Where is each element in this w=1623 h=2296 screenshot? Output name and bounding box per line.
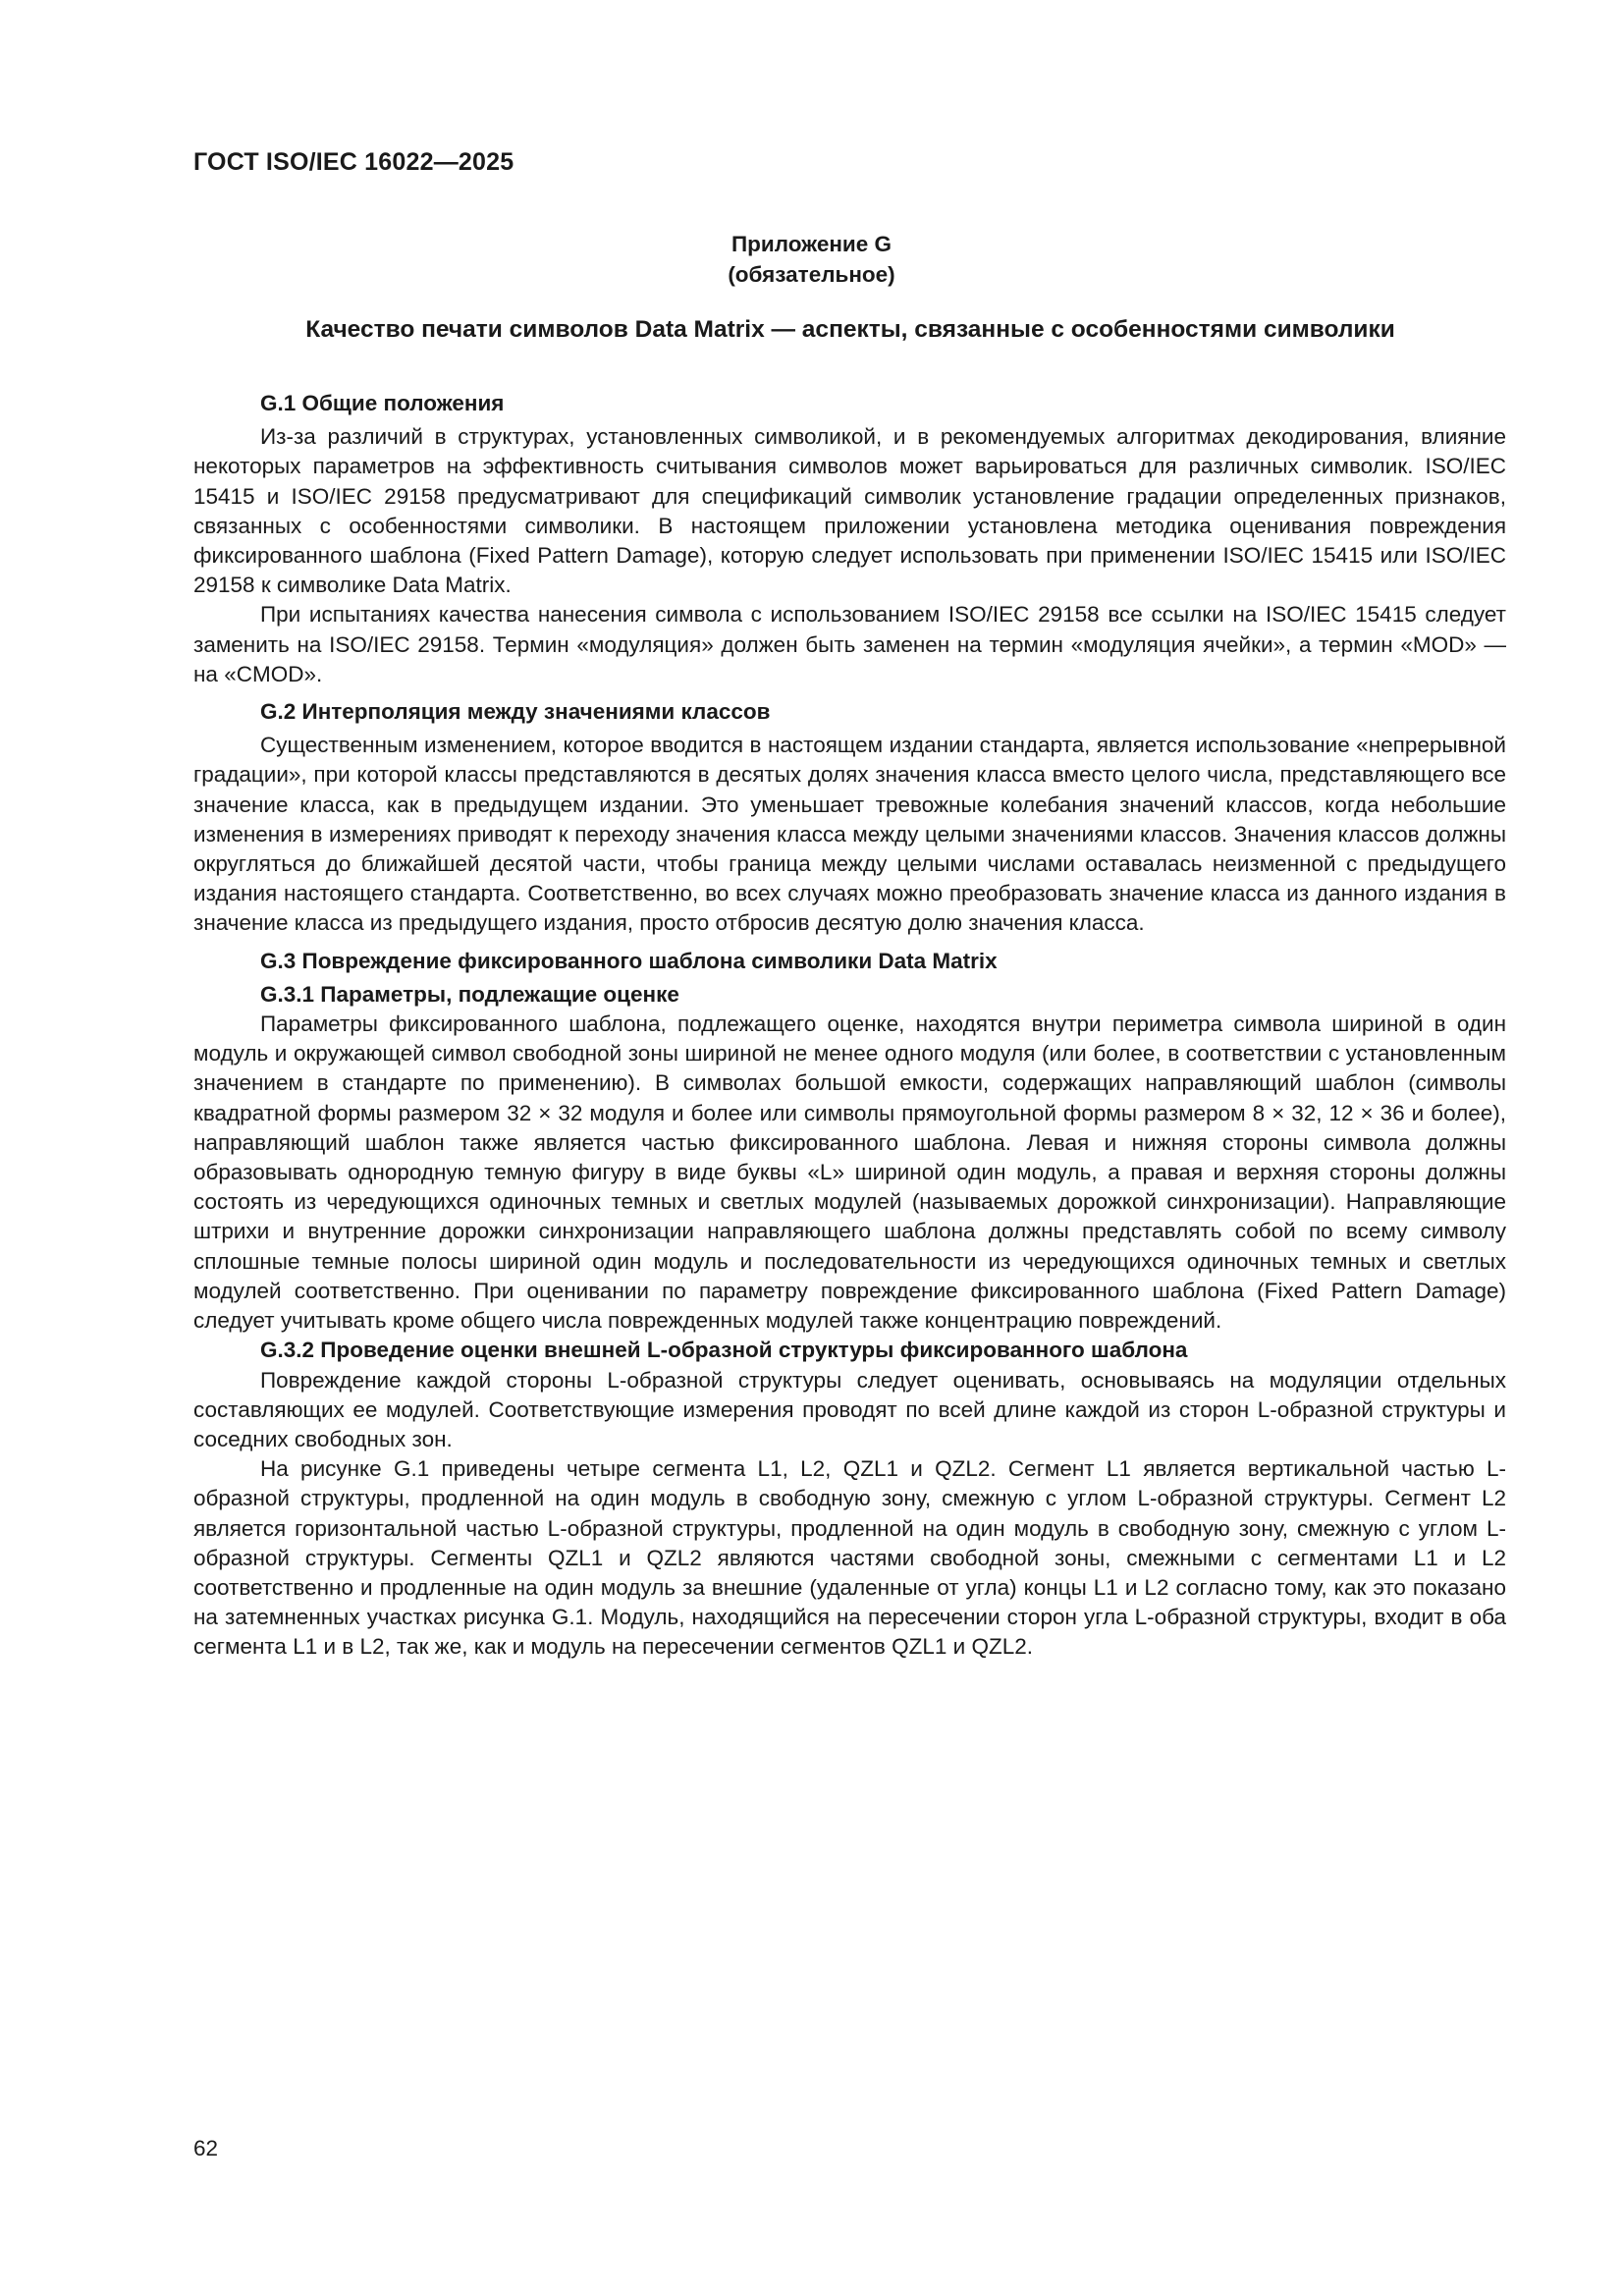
paragraph: Из-за различий в структурах, установленных символикой, и в рекомендуемых алгоритмах декодирования, влияние некоторых параметров на эффективность считывания символов может варьироваться для различных символик. ISO/IEC 15415 и ISO/IEC 29158 предусматривают для спецификаций символик установление градации определенных признаков, связанных с особенностями символики. В настоящем приложении установлена методика оценивания повреждения фиксированного шаблона (Fixed Pattern Damage), которую следует использовать при применении ISO/IEC 15415 или ISO/IEC 29158 к символике Data Matrix. [193,424,1506,598]
paragraph: На рисунке G.1 приведены четыре сегмента L1, L2, QZL1 и QZL2. Сегмент L1 является вертикальной частью L-образной структуры, продленной на один модуль в свободную зону, смежную с углом L-образной структуры. Сегмент L2 является горизонтальной частью L-образной структуры, продленной на один модуль в свободную зону, смежную с углом L-образной структуры. Сегменты QZL1 и QZL2 являются частями свободной зоны, смежными с сегментами L1 и L2 соответственно и продленные на один модуль за внешние (удаленные от угла) концы L1 и L2 согласно тому, как это показано на затемненных участках рисунка G.1. Модуль, находящийся на пересечении сторон угла L-образной структуры, входит в оба сегмента L1 и в L2, так же, как и модуль на пересечении сегментов QZL1 и QZL2. [193,1456,1506,1660]
paragraph: Параметры фиксированного шаблона, подлежащего оценке, находятся внутри периметра символа шириной в один модуль и окружающей символ свободной зоны шириной не менее одного модуля (или более, в соответствии с установленным значением в стандарте по применению). В символах большой емкости, содержащих направляющий шаблон (символы квадратной формы размером 32 × 32 модуля и более или символы прямоугольной формы размером 8 × 32, 12 × 36 и более), направляющий шаблон также является частью фиксированного шаблона. Левая и нижняя стороны символа должны образовывать однородную темную фигуру в виде буквы «L» шириной один модуль, а правая и верхняя стороны должны состоять из чередующихся одиночных темных и светлых модулей (называемых дорожкой синхронизации). Направляющие штрихи и внутренние дорожки синхронизации направляющего шаблона должны представлять собой по всему символу сплошные темные полосы шириной один модуль и последовательности из чередующихся одиночных темных и светлых модулей соответственно. При оценивании по параметру повреждение фиксированного шаблона (Fixed Pattern Damage) следует учитывать кроме общего числа поврежденных модулей также концентрацию повреждений. [193,1011,1506,1334]
appendix-heading [0,229,1623,290]
document-id-header: ГОСТ ISO/IEC 16022—2025 [193,148,514,176]
section-heading-g3: G.3 Повреждение фиксированного шаблона символики Data Matrix [260,948,998,973]
paragraph: При испытаниях качества нанесения символа с использованием ISO/IEC 29158 все ссылки на ISO/IEC 15415 следует заменить на ISO/IEC 29158. Термин «модуляция» должен быть заменен на термин «модуляция ячейки», а термин «MOD» — на «CMOD». [193,602,1506,686]
document-body [193,389,1506,1663]
paragraph: Существенным изменением, которое вводится в настоящем издании стандарта, является использование «непрерывной градации», при которой классы представляются в десятых долях значения класса вместо целого числа, представляющего все значение класса, как в предыдущем издании. Это уменьшает тревожные колебания значений классов, когда небольшие изменения в измерениях приводят к переходу значения класса между целыми значениями классов. Значения классов должны округляться до ближайшей десятой части, чтобы граница между целыми числами оставалась неизменной с предыдущего издания настоящего стандарта. Соответственно, во всех случаях можно преобразовать значение класса из данного издания в значение класса из предыдущего издания, просто отбросив десятую долю значения класса. [193,733,1506,936]
appendix-title: Приложение G [730,232,893,256]
page-number: 62 [193,2136,219,2160]
subsection-heading-g3-1: G.3.1 Параметры, подлежащие оценке [260,981,679,1007]
section-heading-g2: G.2 Интерполяция между значениями классов [260,699,771,725]
section-heading-g1: G.1 Общие положения [260,391,505,415]
subsection-heading-g3-2: G.3.2 Проведение оценки внешней L-образной структуры фиксированного шаблона [260,1338,1188,1363]
appendix-main-title: Качество печати символов Data Matrix — аспекты, связанные с особенностями символики [305,316,1395,343]
paragraph: Повреждение каждой стороны L-образной структуры следует оценивать, основываясь на модуляции отдельных составляющих ее модулей. Соответствующие измерения проводят по всей длине каждой из сторон L-образной структуры и соседних свободных зон. [193,1367,1506,1451]
appendix-status: (обязательное) [728,262,895,287]
